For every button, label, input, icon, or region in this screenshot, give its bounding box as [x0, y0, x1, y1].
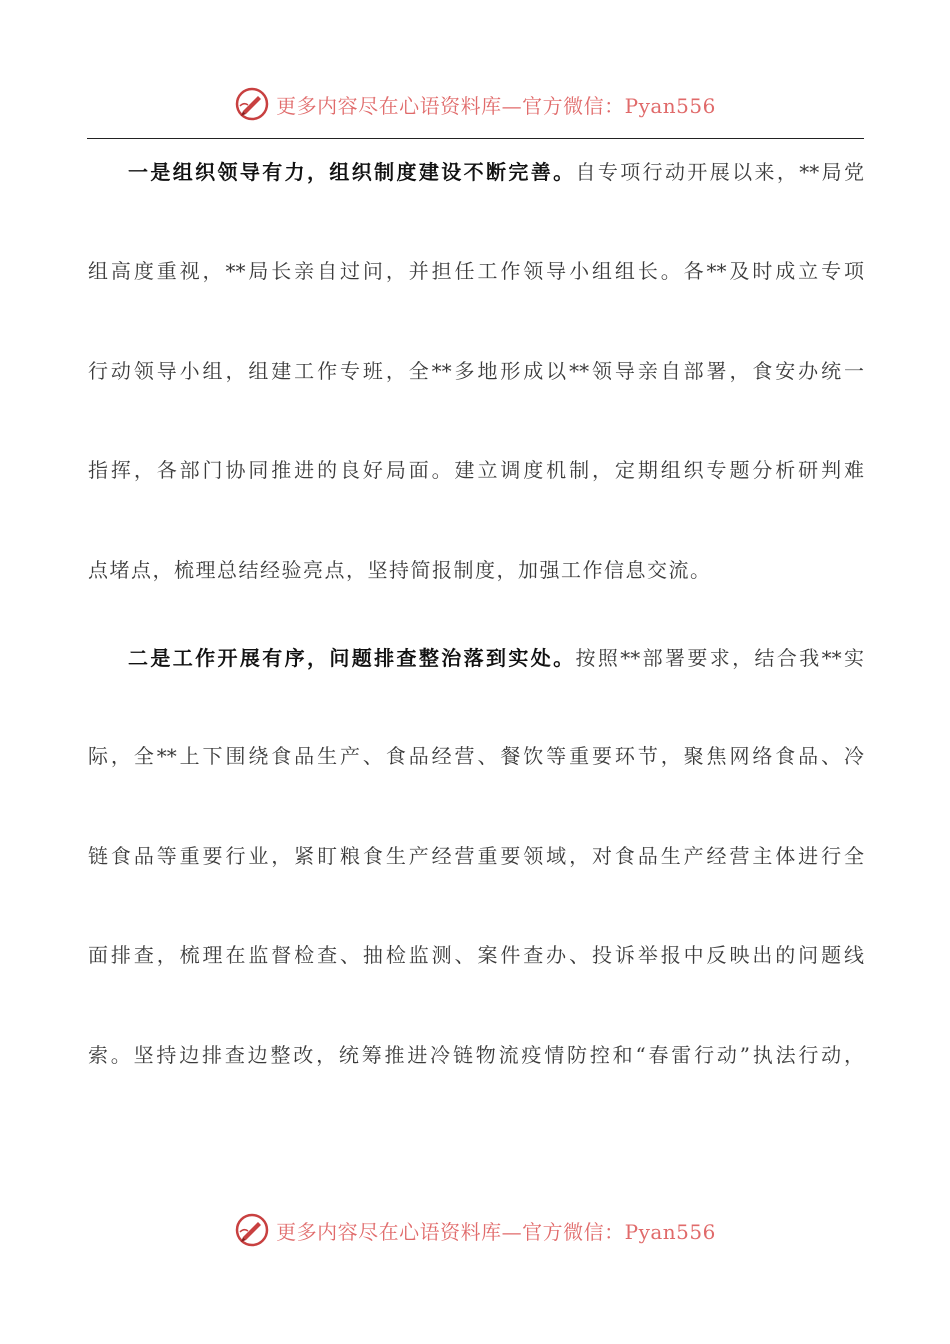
paragraph-1-line-1-rest: 自专项行动开展以来，**局党	[575, 160, 864, 184]
paragraph-1-line-1	[88, 157, 864, 187]
paragraph-2-line-3: 链食品等重要行业，紧盯粮食生产经营重要领域，对食品生产经营主体进行全	[88, 844, 864, 868]
paragraph-1-line-4: 指挥，各部门协同推进的良好局面。建立调度机制，定期组织专题分析研判难	[88, 458, 864, 482]
watermark-text: 更多内容尽在心语资料库—官方微信：Pyan556	[276, 1219, 716, 1244]
header-watermark	[0, 82, 950, 126]
footer-watermark	[0, 1208, 950, 1252]
pen-logo-icon	[234, 1212, 270, 1248]
header-divider	[87, 138, 864, 139]
paragraph-1-line-5: 点堵点，梳理总结经验亮点，坚持简报制度，加强工作信息交流。	[88, 558, 712, 582]
paragraph-2-line-2: 际，全**上下围绕食品生产、食品经营、餐饮等重要环节，聚焦网络食品、冷	[88, 744, 864, 768]
paragraph-2-line-1-rest: 按照**部署要求，结合我**实	[575, 646, 864, 670]
paragraph-1-lead: 一是组织领导有力，组织制度建设不断完善。	[128, 160, 576, 184]
paragraph-2-line-4: 面排查，梳理在监督检查、抽检监测、案件查办、投诉举报中反映出的问题线	[88, 943, 864, 967]
paragraph-2-line-1	[88, 643, 864, 673]
paragraph-2-lead: 二是工作开展有序，问题排查整治落到实处。	[128, 646, 576, 670]
watermark-text: 更多内容尽在心语资料库—官方微信：Pyan556	[276, 93, 716, 118]
paragraph-2-line-5: 索。坚持边排查边整改，统筹推进冷链物流疫情防控和“春雷行动”执法行动，	[88, 1043, 864, 1067]
pen-logo-icon	[234, 86, 270, 122]
paragraph-1-line-3: 行动领导小组，组建工作专班，全**多地形成以**领导亲自部署，食安办统一	[88, 359, 864, 383]
paragraph-1-line-2: 组高度重视，**局长亲自过问，并担任工作领导小组组长。各**及时成立专项	[88, 259, 864, 283]
